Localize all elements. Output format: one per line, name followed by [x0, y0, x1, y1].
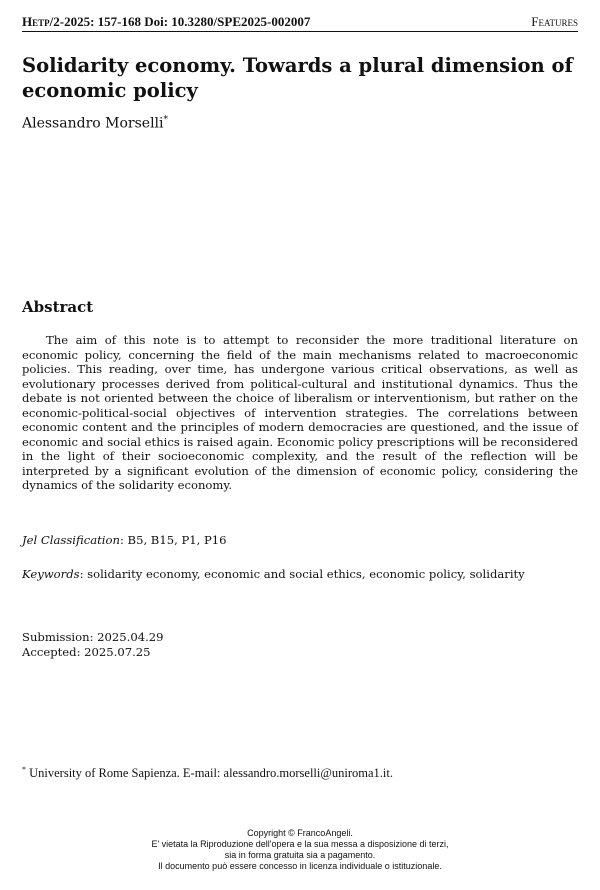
author-footnote-mark: * [163, 115, 168, 125]
citation-text: /2-2025: 157-168 Doi: 10.3280/SPE2025-002007 [49, 14, 311, 29]
keywords-value: : solidarity economy, economic and social ethics, economic policy, solidarity [79, 567, 525, 581]
copyright-line-2: E' vietata la Riproduzione dell'opera e la sua messa a disposizione di terzi, [151, 839, 449, 849]
jel-value: : B5, B15, P1, P16 [119, 533, 227, 547]
footnote-text: University of Rome Sapienza. E-mail: alessandro.morselli@uniroma1.it. [29, 766, 393, 781]
copyright-line-1: Copyright © FrancoAngeli. [247, 828, 353, 838]
submission-date: Submission: 2025.04.29 [22, 630, 164, 644]
submission-dates [22, 630, 164, 660]
footnote-mark: * [22, 765, 26, 774]
section-label: Features [531, 14, 578, 29]
abstract-text: The aim of this note is to attempt to reconsider the more traditional literature on economic policy, concerning the field of the main mechanisms related to macroeconomic policies. This reading, over time, has undergone various critical observations, as well as evolutionary processes derived from political-cultural and institutional dynamics. Thus the debate is not oriented between the choice of liberalism or interventionism, but rather on the economic-political-social objectives of intervention strategies. The correlations between economic content and the principles of modern democracies are questioned, and the issue of economic and social ethics is raised again. Economic policy prescriptions will be reconsidered in the light of their socioeconomic complexity, and the result of the reflection will be interpreted by a significant evolution of the dimension of economic policy, considering the dynamics of the solidarity economy. [22, 333, 578, 492]
copyright-line-4: Il documento può essere concesso in licenza individuale o istituzionale. [158, 861, 442, 871]
copyright-line-3: sia in forma gratuita sia a pagamento. [224, 850, 376, 860]
author-line [22, 111, 168, 133]
author-footnote [22, 762, 578, 781]
abstract-heading: Abstract [22, 298, 94, 316]
jel-label: Jel Classification [22, 533, 120, 547]
keywords-label: Keywords [22, 567, 80, 581]
jel-classification [22, 533, 578, 548]
journal-abbrev: Hetp [22, 14, 50, 29]
copyright-notice [0, 828, 600, 872]
journal-citation [22, 13, 310, 31]
accepted-date: Accepted: 2025.07.25 [22, 645, 151, 659]
article-title: Solidarity economy. Towards a plural dimension of economic policy [22, 54, 573, 102]
running-header [22, 13, 578, 32]
keywords [22, 567, 578, 582]
author-name: Alessandro Morselli [22, 115, 164, 132]
